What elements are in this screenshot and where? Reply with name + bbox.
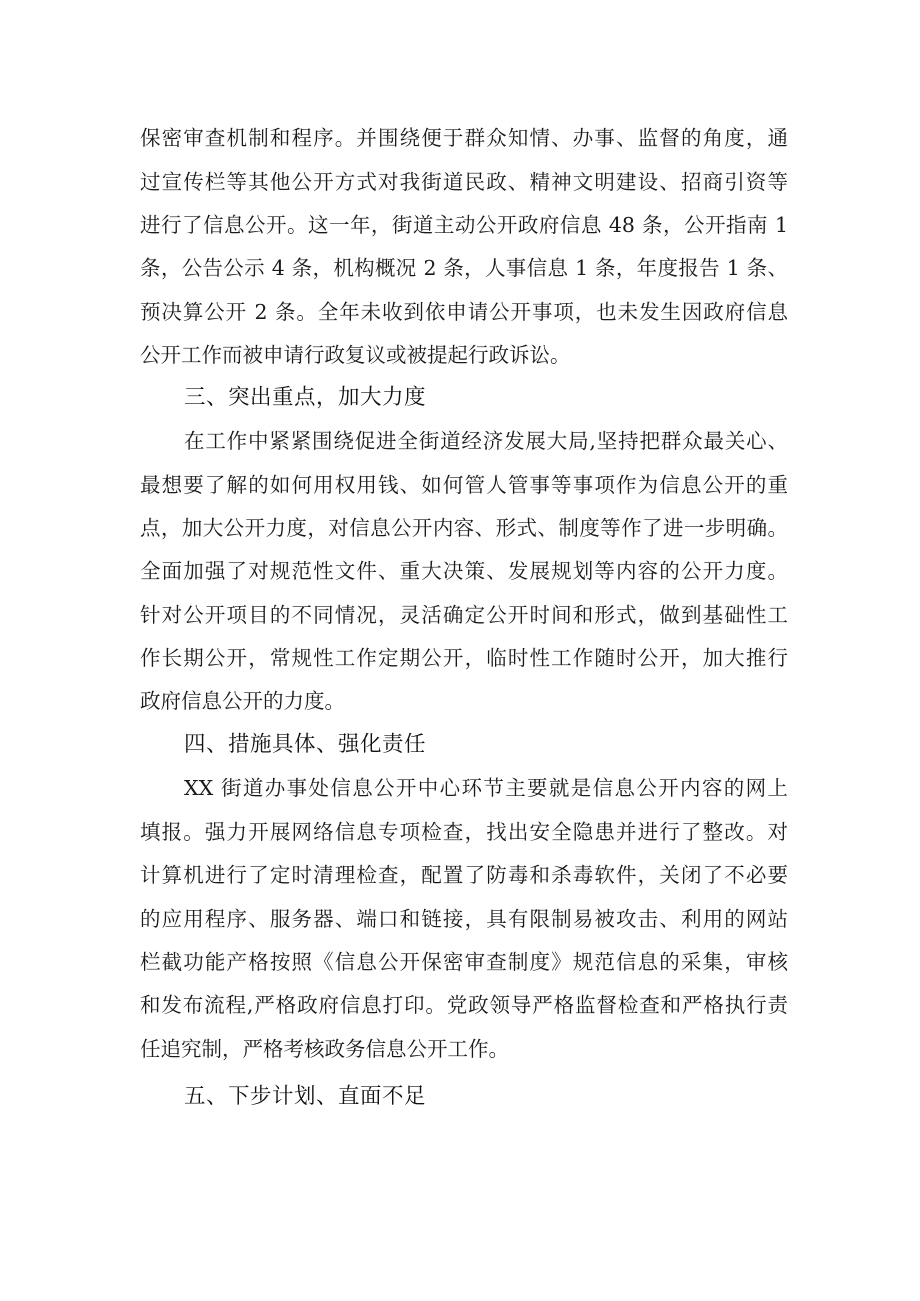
paragraph-line: 全面加强了对规范性文件、重大决策、发展规划等内容的公开力度。: [140, 559, 788, 583]
paragraph-line: 的应用程序、服务器、端口和链接，具有限制易被攻击、利用的网站: [140, 907, 788, 931]
paragraph-line: 预决算公开 2 条。全年未收到依申请公开事项，也未发生因政府信息: [140, 300, 788, 324]
paragraph-line: 计算机进行了定时清理检查，配置了防毒和杀毒软件，关闭了不必要: [140, 863, 788, 887]
paragraph-line: 作长期公开，常规性工作定期公开，临时性工作随时公开，加大推行: [140, 646, 788, 670]
paragraph-line: 在工作中紧紧围绕促进全街道经济发展大局,坚持把群众最关心、: [184, 429, 788, 453]
paragraph-line: 填报。强力开展网络信息专项检查，找出安全隐患并进行了整改。对: [140, 820, 788, 844]
paragraph-line: 最想要了解的如何用权用钱、如何管人管事等事项作为信息公开的重: [140, 473, 788, 497]
paragraph-line: 点，加大公开力度，对信息公开内容、形式、制度等作了进一步明确。: [140, 516, 788, 540]
section-heading-5: 五、下步计划、直面不足: [184, 1084, 427, 1109]
paragraph-line: 公开工作而被申请行政复议或被提起行政诉讼。: [140, 343, 571, 367]
paragraph-line: 任追究制，严格考核政务信息公开工作。: [140, 1037, 509, 1061]
paragraph-line: 和发布流程,严格政府信息打印。党政领导严格监督检查和严格执行责: [140, 993, 788, 1017]
paragraph-line: 进行了信息公开。这一年，街道主动公开政府信息 48 条，公开指南 1: [140, 213, 788, 237]
paragraph-line: 针对公开项目的不同情况，灵活确定公开时间和形式，做到基础性工: [140, 603, 788, 627]
paragraph-line: 政府信息公开的力度。: [140, 689, 345, 713]
paragraph-line: 过宣传栏等其他公开方式对我街道民政、精神文明建设、招商引资等: [140, 170, 788, 194]
paragraph-line: 条，公告公示 4 条，机构概况 2 条，人事信息 1 条，年度报告 1 条、: [140, 256, 788, 280]
paragraph-line: XX 街道办事处信息公开中心环节主要就是信息公开内容的网上: [184, 776, 788, 800]
section-heading-3: 三、突出重点，加大力度: [184, 385, 427, 410]
paragraph-line: 保密审查机制和程序。并围绕便于群众知情、办事、监督的角度，通: [140, 126, 788, 150]
section-heading-4: 四、措施具体、强化责任: [184, 732, 427, 757]
paragraph-line: 栏截功能产格按照《信息公开保密审查制度》规范信息的采集，审核: [140, 950, 788, 974]
